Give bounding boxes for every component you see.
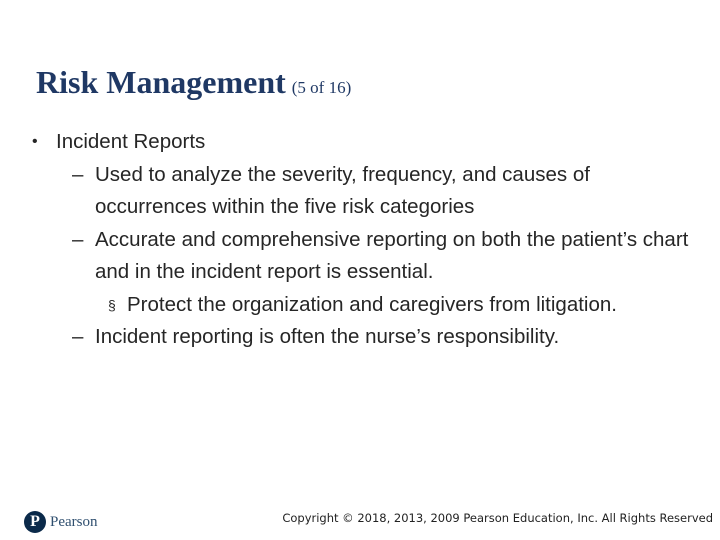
sub-bullet-text: Accurate and comprehensive reporting on both the patient’s chart and in the incident report is essential.: [95, 227, 689, 283]
section-marker: §: [108, 296, 116, 313]
slide-title: [36, 64, 351, 101]
sub-bullet-nurse-responsibility: [30, 321, 700, 354]
dash-marker: –: [72, 227, 84, 251]
bullet-marker: •: [32, 133, 38, 150]
bullet-list: [30, 126, 700, 354]
title-subtitle: (5 of 16): [291, 78, 352, 97]
sub-bullet-accurate-reporting: [30, 224, 700, 289]
pearson-logo-icon: P: [24, 511, 46, 533]
title-main: Risk Management: [36, 64, 286, 100]
sub-bullet-text: Used to analyze the severity, frequency, and causes of occurrences within the five risk categories: [95, 162, 590, 218]
pearson-logo-text: Pearson: [50, 513, 98, 530]
dash-marker: –: [72, 325, 84, 348]
sub-bullet-text: Incident reporting is often the nurse’s responsibility.: [95, 325, 560, 348]
dash-marker: –: [72, 162, 84, 186]
pearson-logo: [24, 510, 98, 534]
bullet-text: Incident Reports: [56, 130, 206, 153]
bullet-incident-reports: [30, 126, 700, 159]
sub-bullet-analyze: [30, 159, 700, 224]
sub-sub-bullet-protect: [30, 289, 700, 322]
copyright-notice: Copyright © 2018, 2013, 2009 Pearson Education, Inc. All Rights Reserved: [282, 511, 713, 525]
sub-sub-bullet-text: Protect the organization and caregivers from litigation.: [127, 292, 617, 316]
